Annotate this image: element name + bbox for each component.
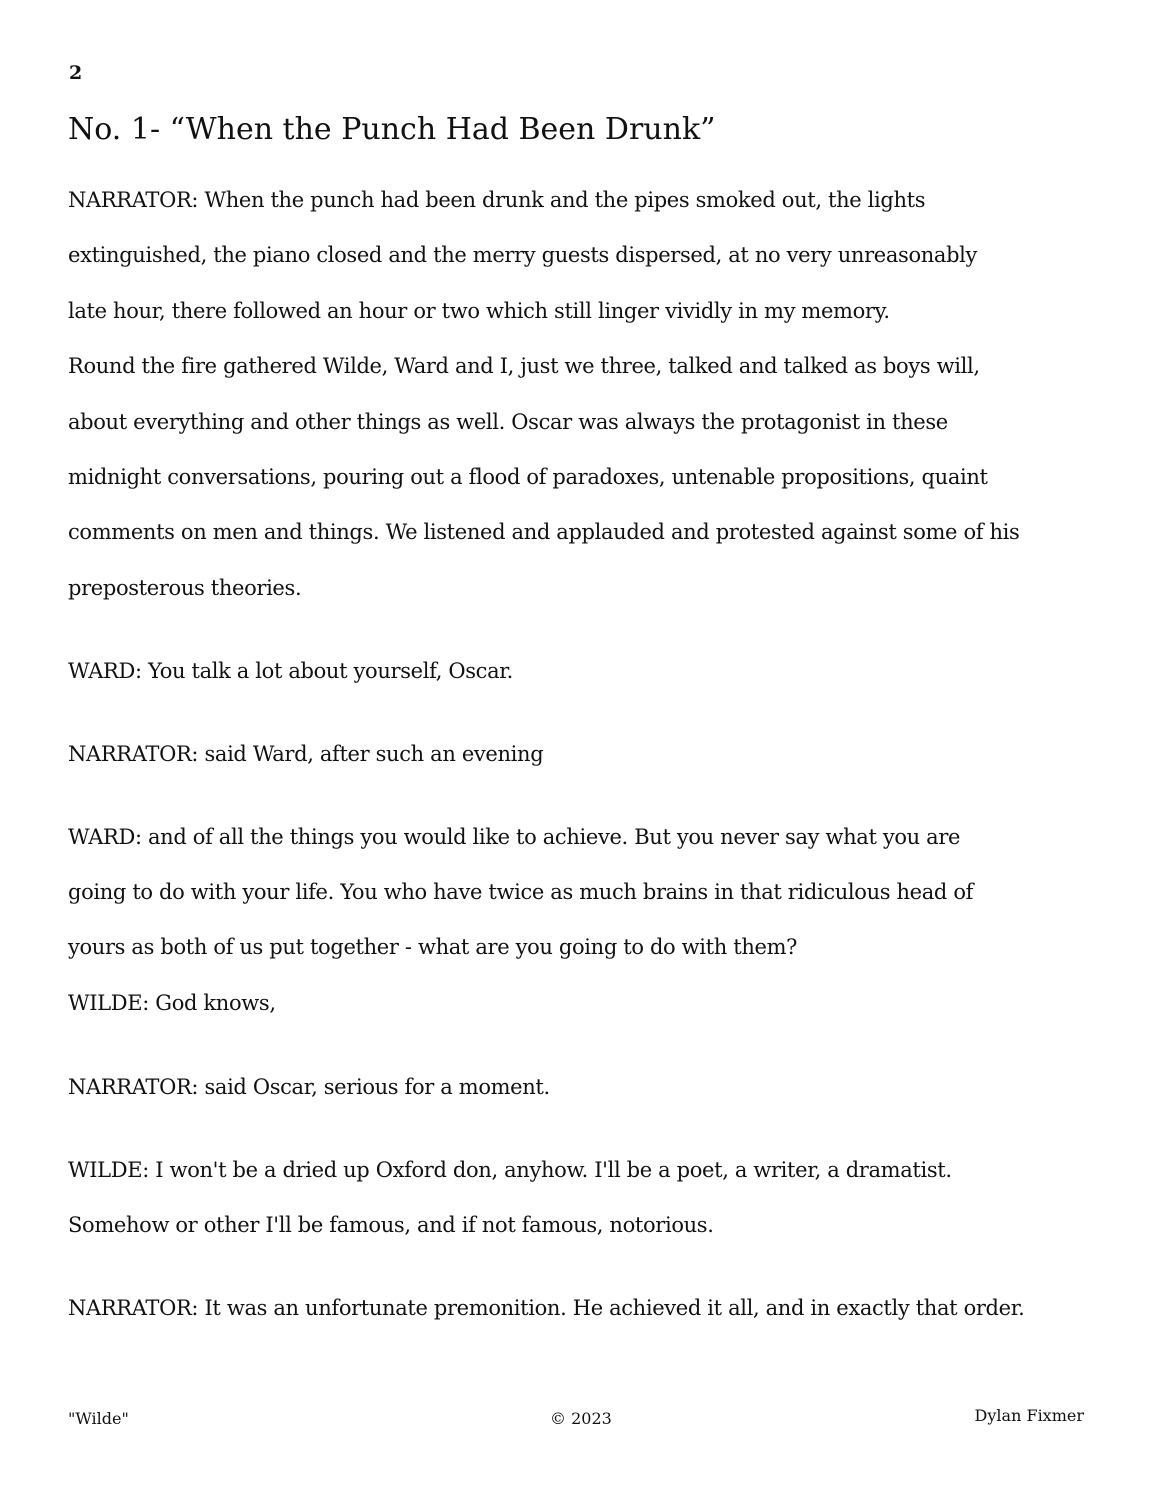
script-line: NARRATOR: It was an unfortunate premonition. He achieved it all, and in exactly that order. [68, 1296, 1025, 1320]
script-line: going to do with your life. You who have twice as much brains in that ridiculous head of [68, 880, 974, 904]
script-line: WILDE: I won't be a dried up Oxford don, anyhow. I'll be a poet, a writer, a dramatist. [68, 1158, 952, 1182]
script-line: midnight conversations, pouring out a flood of paradoxes, untenable propositions, quaint [68, 465, 988, 489]
footer-copyright: © 2023 [550, 1409, 612, 1428]
script-line: Round the fire gathered Wilde, Ward and I, just we three, talked and talked as boys will, [68, 354, 980, 378]
script-line: yours as both of us put together - what are you going to do with them? [68, 935, 798, 959]
script-line: Somehow or other I'll be famous, and if not famous, notorious. [68, 1213, 714, 1237]
script-line: extinguished, the piano closed and the merry guests dispersed, at no very unreasonably [68, 243, 978, 267]
script-line: about everything and other things as well. Oscar was always the protagonist in these [68, 410, 948, 434]
script-line: NARRATOR: said Oscar, serious for a moment. [68, 1075, 550, 1099]
script-line: late hour, there followed an hour or two which still linger vividly in my memory. [68, 299, 890, 323]
script-line: preposterous theories. [68, 576, 302, 600]
script-line: comments on men and things. We listened and applauded and protested against some of his [68, 520, 1020, 544]
footer-title: "Wilde" [68, 1409, 129, 1428]
script-line: WARD: You talk a lot about yourself, Oscar. [68, 659, 513, 683]
script-line: WARD: and of all the things you would like to achieve. But you never say what you are [68, 825, 961, 849]
script-line: NARRATOR: said Ward, after such an evening [68, 742, 544, 766]
footer-author: Dylan Fixmer [974, 1406, 1084, 1425]
script-line: NARRATOR: When the punch had been drunk and the pipes smoked out, the lights [68, 188, 926, 212]
page-number: 2 [69, 62, 83, 84]
script-line: WILDE: God knows, [68, 991, 276, 1015]
song-title: No. 1- “When the Punch Had Been Drunk” [68, 112, 716, 147]
